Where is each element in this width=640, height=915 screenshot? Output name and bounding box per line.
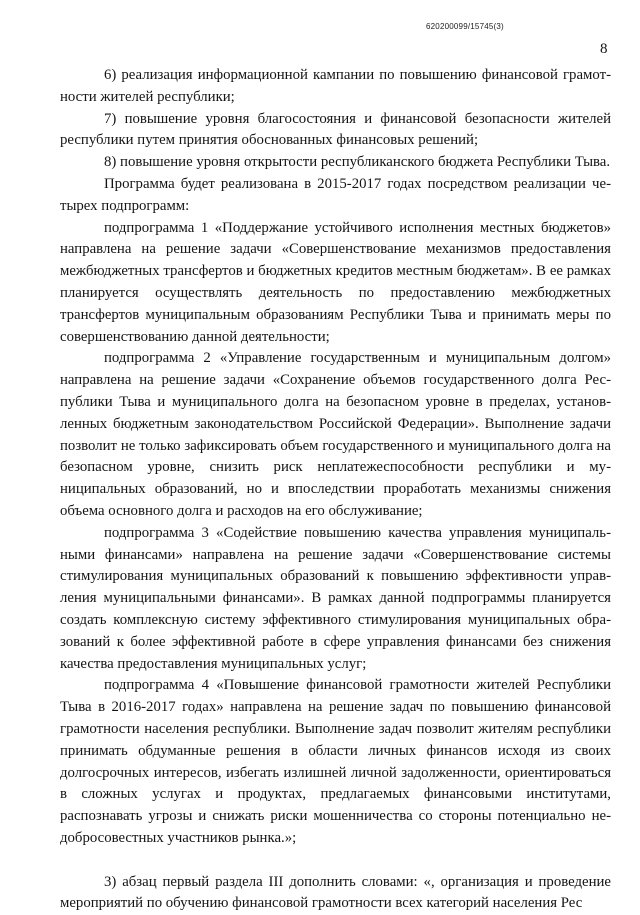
subprogram-3-paragraph: подпрограмма 3 «Содействие повышению качества управления муниципальными финансами» направлена на решение задачи «Совершенствование системы стимулирования муниципальных образований к повышению эффективности управления муниципальными финансами». В рамках данной подпрограммы планируется создать комплексную систему эффективного стимулирования муниципальных образований к более эффективной работе в сфере управления финансами без снижения качества предоставления муниципальных услуг; (60, 524, 611, 672)
list-item-8: 8) повышение уровня открытости республиканского бюджета Республики Тыва. (104, 154, 611, 171)
subprogram-1-paragraph: подпрограмма 1 «Поддержание устойчивого исполнения местных бюджетов» направлена на решение задачи «Совершенствование механизмов предоставления межбюджетных трансфертов и бюджетных кредитов местным бюджетам». В ее рамках планируется осуществлять деятельность по предоставлению межбюджетных трансфертов муниципальным образованиям Республики Тыва и принимать меры по совершенствованию данной деятельности; (60, 219, 611, 345)
program-intro-paragraph: Программа будет реализована в 2015-2017 годах посредством реализации четырех подпрограмм: (60, 175, 611, 214)
list-item-6: 6) реализация информационной кампании по повышению финансовой грамотности жителей республики; (60, 67, 611, 105)
subprogram-2-paragraph: подпрограмма 2 «Управление государственным и муниципальным долгом» направлена на решение задачи «Сохранение объемов государственного долга Республики Тыва и муниципального долга на безопасном уровне в пределах, установленных бюджетным законодательством Российской Федерации». Выполнение задачи позволит не только зафиксировать объем государственного и муниципального долга на безопасном уровне, снизить риск неплатежеспособности республики и муниципальных образований, но и впоследствии проработать механизмы снижения объема основного долга и расходов на его обслуживание; (60, 350, 611, 519)
subprogram-4-paragraph: подпрограмма 4 «Повышение финансовой грамотности жителей Республики Тыва в 2016-2017 годах» направлена на решение задач по повышению финансовой грамотности населения республики. Выполнение задач позволит жителям республики принимать обдуманные решения в области личных финансов исходя из своих долгосрочных интересов, избегать излишней личной задолженности, ориентироваться в сложных услугах и продуктах, предлагаемых финансовыми институтами, распознавать угрозы и снижать риски мошенничества со стороны потенциально недобросовестных участников рынка.»; (60, 677, 611, 846)
page-number: 8 (600, 41, 608, 57)
document-body (60, 65, 611, 915)
document-code: 620200099/15745(3) (426, 22, 504, 31)
amendment-item-3: 3) абзац первый раздела III дополнить словами: «, организация и проведение мероприятий по обучению финансовой грамотности всех категорий населения Рес (60, 873, 611, 912)
list-item-7: 7) повышение уровня благосостояния и финансовой безопасности жителей республики путем принятия обоснованных финансовых решений; (60, 110, 611, 149)
